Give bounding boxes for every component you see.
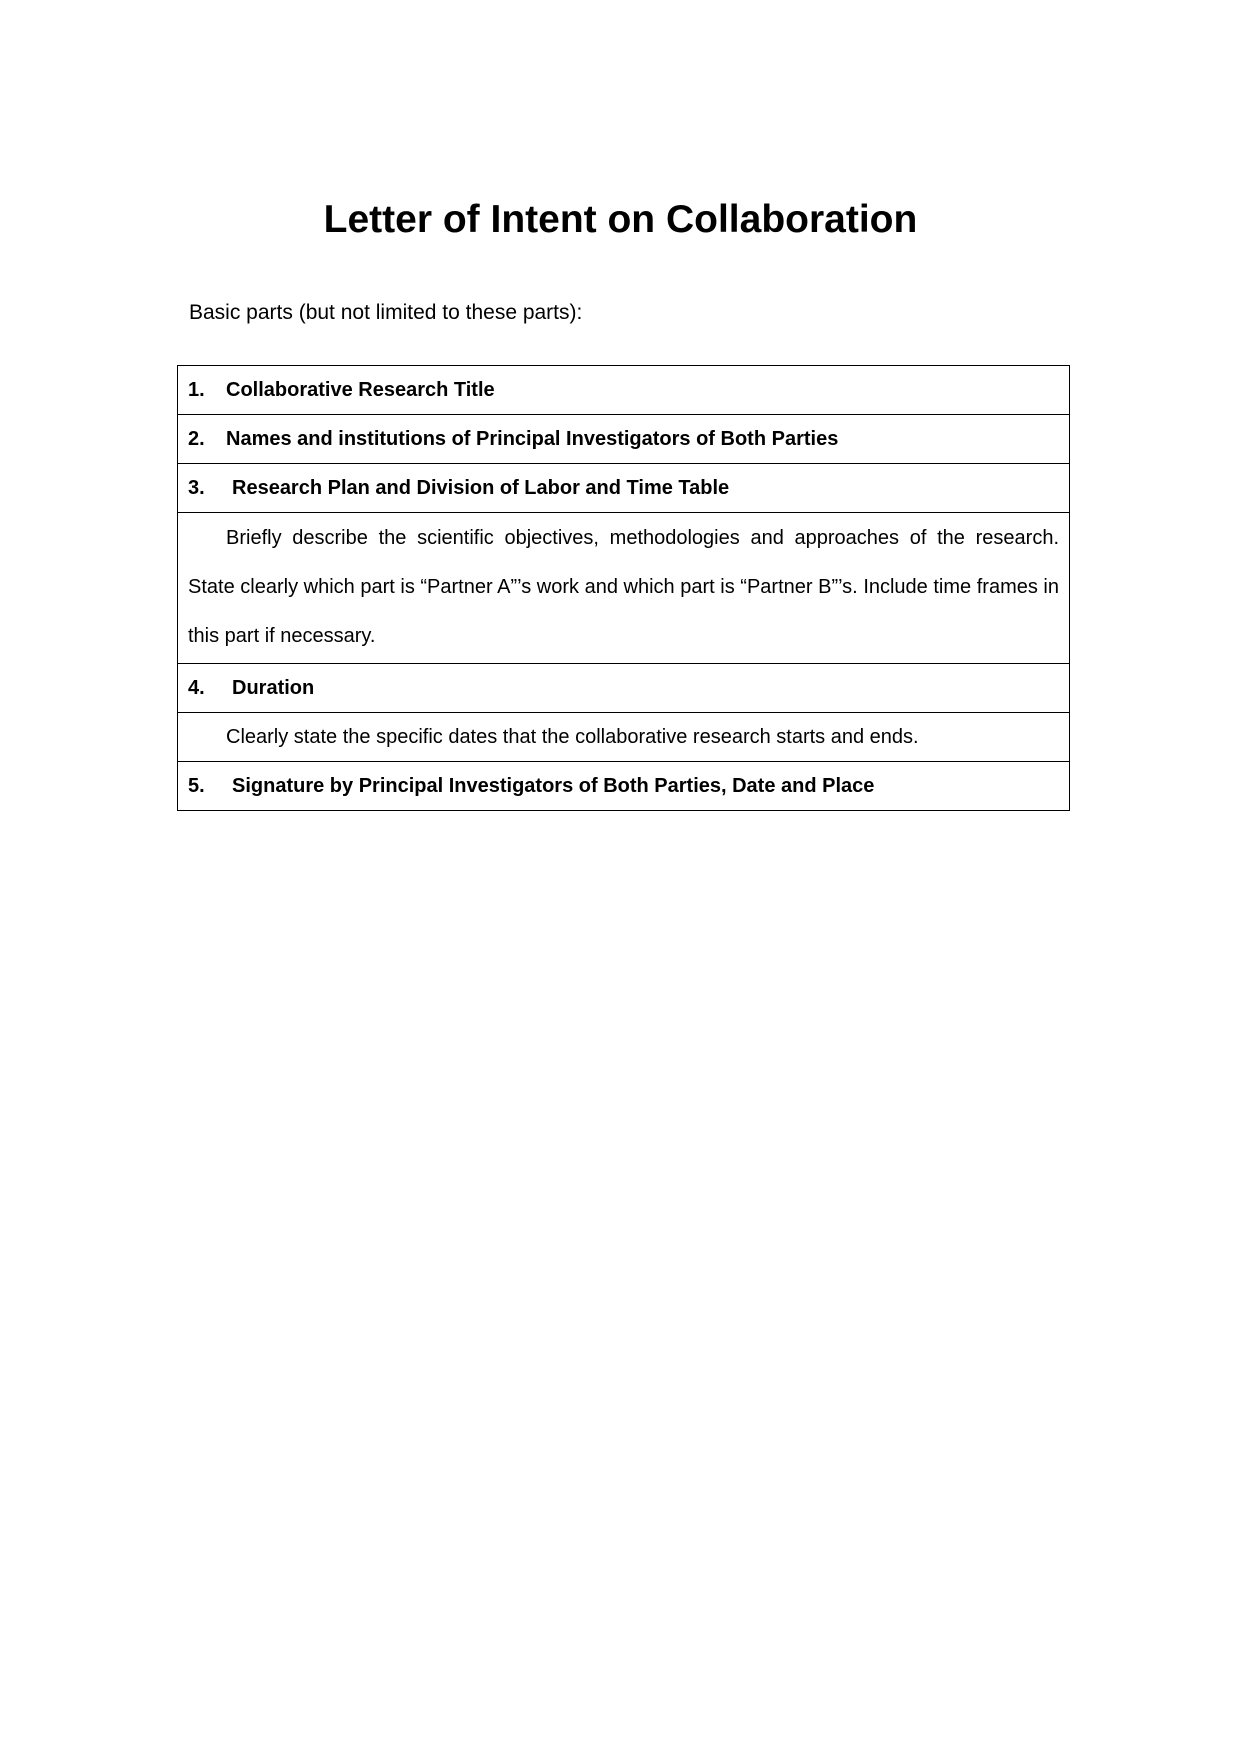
section-number: 1.	[188, 378, 205, 401]
section-row-2	[178, 415, 1070, 464]
section-number: 3.	[188, 476, 205, 499]
section-3-description-row	[178, 513, 1070, 664]
section-row-5	[178, 762, 1070, 811]
section-heading: Duration	[232, 676, 315, 699]
section-heading: Signature by Principal Investigators of Both Parties, Date and Place	[232, 774, 875, 797]
section-4-description-row	[178, 713, 1070, 762]
sections-table	[177, 365, 1070, 811]
section-number: 2.	[188, 427, 205, 450]
intro-text: Basic parts (but not limited to these parts):	[189, 301, 583, 324]
section-row-4	[178, 664, 1070, 713]
section-number: 5.	[188, 774, 205, 797]
section-heading: Collaborative Research Title	[226, 378, 495, 401]
section-row-3	[178, 464, 1070, 513]
page-title: Letter of Intent on Collaboration	[323, 198, 918, 241]
section-heading: Names and institutions of Principal Investigators of Both Parties	[226, 427, 839, 450]
section-description: Clearly state the specific dates that the collaborative research starts and ends.	[178, 713, 1070, 762]
section-heading: Research Plan and Division of Labor and Time Table	[232, 476, 730, 499]
section-row-1	[178, 366, 1070, 415]
section-description: Briefly describe the scientific objectives, methodologies and approaches of the research. State clearly which part is “Partner A”’s work and which part is “Partner B”’s. Include time frames in this part if necessary.	[178, 513, 1070, 664]
section-number: 4.	[188, 676, 205, 699]
